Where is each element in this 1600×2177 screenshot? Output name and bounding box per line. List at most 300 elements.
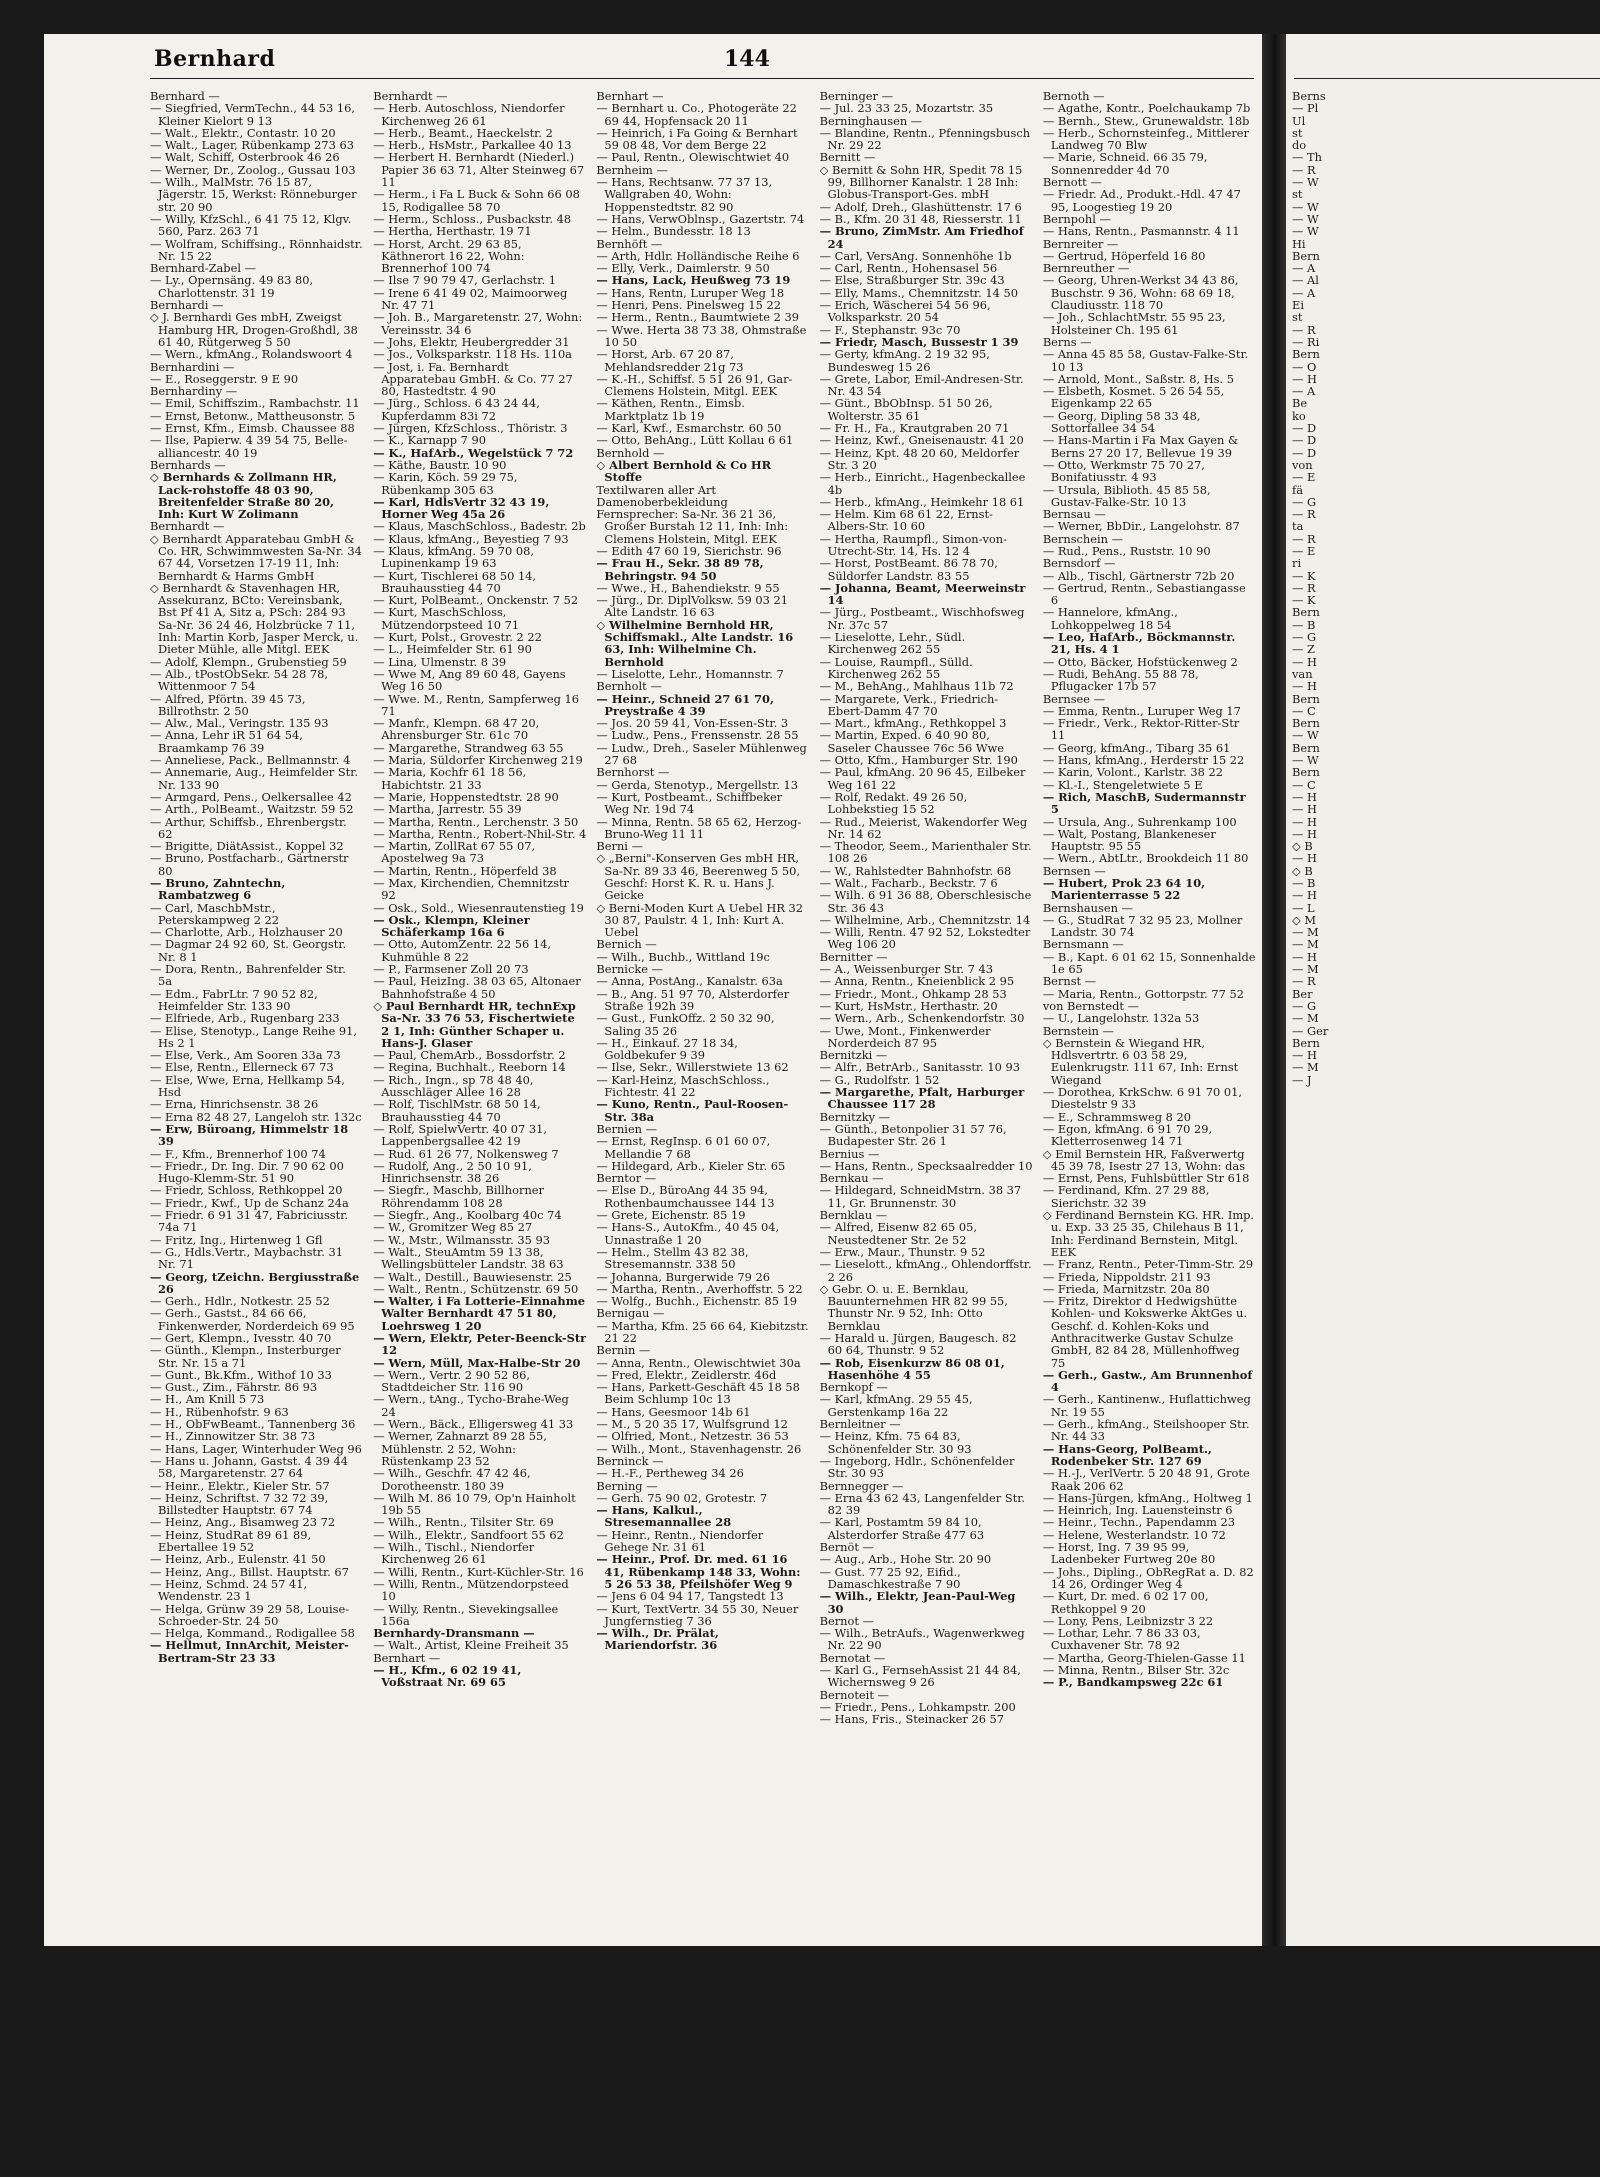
directory-entry: Bernotat —	[819, 1650, 886, 1665]
directory-entry: — Frau H., Sekr. 38 89 78, Behringstr. 94 50	[596, 556, 764, 583]
directory-entry: — Martha, Jarrestr. 55 39	[373, 802, 522, 817]
next-page-entry: — R	[1292, 974, 1316, 989]
directory-entry: — E., Schrammsweg 8 20	[1042, 1109, 1191, 1124]
directory-entry: — Manfr., Klempn. 68 47 20, Ahrensburger Str. 61c 70	[373, 716, 540, 743]
directory-entry: — Heinr., Rentn., Niendorfer Gehege Nr. 31 61	[596, 1527, 764, 1555]
directory-entry: Bernleitner —	[819, 1417, 901, 1432]
directory-entry: Bernicke —	[596, 962, 663, 977]
column-2	[373, 90, 586, 1936]
next-page-entry: Bern	[1292, 248, 1320, 263]
directory-entry: — Wilh., Elektr., Sandfoort 55 62	[373, 1527, 564, 1542]
directory-entry: — Herb., Einricht., Hagenbeckallee 4b	[819, 470, 1026, 497]
directory-entry: — Erw., Maur., Thunstr. 9 52	[819, 1244, 986, 1259]
directory-entry: — Friedr. Ad., Produkt.-Hdl. 47 47 95, Loogestieg 19 20	[1042, 187, 1241, 214]
directory-entry: — Marie, Schneid. 66 35 79, Sonnenredder 4d 70	[1042, 150, 1208, 177]
directory-entry: — Heinz, Schmd. 24 57 41, Wendenstr. 23 1	[150, 1576, 308, 1604]
directory-entry: — Klaus, kfmAng. 59 70 08, Lupinenkamp 19 63	[373, 543, 534, 571]
directory-entry: — Irene 6 41 49 02, Maimoorweg Nr. 47 71	[373, 285, 568, 313]
next-page-entry: — H	[1292, 851, 1317, 866]
directory-entry: — Bruno, Zahntechn, Rambatzweg 6	[150, 876, 286, 903]
directory-entry: — Herb., HsMstr., Parkallee 40 13	[373, 138, 572, 153]
directory-entry: — Hans, Lack, Heußweg 73 19	[596, 273, 791, 288]
directory-entry: — Georg, tZeichn. Bergiusstraße 26	[150, 1269, 360, 1296]
header-rule	[150, 78, 1254, 79]
directory-entry: — Agathe, Kontr., Poelchaukamp 7b	[1042, 101, 1251, 116]
directory-entry: — Horst, Archt. 29 63 85, Käthnerort 16 22, Wohn: Brennerhof 100 74	[373, 236, 525, 276]
directory-entry: — Walt, Schiff, Osterbrook 46 26	[150, 150, 340, 165]
directory-entry: — Wwe. M., Rentn, Sampferweg 16 71	[373, 691, 579, 718]
directory-entry: — Blandine, Rentn., Pfenningsbusch Nr. 29 22	[819, 125, 1031, 153]
directory-entry: — Wilh., Rentn., Tilsiter Str. 69	[373, 1515, 554, 1530]
directory-entry: — Wern., AbtLtr., Brookdeich 11 80	[1042, 851, 1249, 866]
next-page-entry: — G	[1292, 630, 1317, 645]
directory-entry: — Egon, kfmAng. 6 91 70 29, Kletterrosenweg 14 71	[1042, 1121, 1213, 1149]
directory-entry: — Friedr, Masch, Bussestr 1 39	[819, 334, 1019, 349]
next-page-entry: — D	[1292, 433, 1317, 448]
directory-entry: — Emma, Rentn., Luruper Weg 17	[1042, 703, 1241, 718]
directory-entry: — Joh., SchlachtMstr. 55 95 23, Holsteiner Ch. 195 61	[1042, 310, 1226, 337]
directory-entry: — Arnold, Mont., Saßstr. 8, Hs. 5	[1042, 371, 1234, 386]
directory-entry: — Martha, Georg-Thielen-Gasse 11	[1042, 1650, 1246, 1665]
directory-entry: — Martha, Rentn., Lerchenstr. 3 50	[373, 814, 579, 829]
directory-entry: — Wern., Vertr. 2 90 52 86, Stadtdeicher Str. 116 90	[373, 1367, 530, 1395]
directory-entry: — Helm., Stellm 43 82 38, Stresemannstr. 338 50	[596, 1244, 749, 1272]
directory-entry: — Grete, Eichenstr. 85 19	[596, 1208, 746, 1223]
directory-entry: — Leo, HafArb., Böckmannstr. 21, Hs. 4 1	[1042, 630, 1236, 657]
directory-entry: — Otto, AutomZentr. 22 56 14, Kuhmühle 8 22	[373, 937, 551, 964]
directory-entry: — Ernst, Kfm., Eimsb. Chaussee 88	[150, 421, 355, 436]
directory-entry: Bernsee —	[1042, 691, 1106, 706]
directory-entry: — Friedr., Kwf., Up de Schanz 24a	[150, 1195, 349, 1210]
directory-entry: — Gerty, kfmAng. 2 19 32 95, Bundesweg 15 26	[819, 347, 990, 374]
next-page-entry: — M	[1292, 937, 1319, 952]
directory-entry: — Gerh. 75 90 02, Grotestr. 7	[596, 1490, 768, 1505]
directory-entry: — Ilse 7 90 79 47, Gerlachstr. 1	[373, 273, 556, 288]
directory-entry: — Heinz, Kpt. 48 20 60, Meldorfer Str. 3 20	[819, 445, 1020, 472]
directory-entry: — Karl, Kwf., Esmarchstr. 60 50	[596, 421, 782, 436]
next-page-entry: — A	[1292, 384, 1316, 399]
directory-entry: — Willy, Rentn., Sievekingsallee 156a	[373, 1601, 559, 1628]
directory-entry: — Siegfried, VermTechn., 44 53 16, Kleiner Kielort 9 13	[150, 101, 355, 128]
directory-entry: — Wilh., Dr. Prälat, Mariendorfstr. 36	[596, 1626, 719, 1653]
directory-entry: — Lina, Ulmenstr. 8 39	[373, 654, 507, 669]
directory-entry: Bernoteit —	[819, 1687, 889, 1702]
column-5	[1043, 90, 1256, 1936]
next-page-entry: — H	[1292, 371, 1317, 386]
directory-entry: — Günth., Betonpolier 31 57 76, Budapester Str. 26 1	[819, 1121, 1007, 1149]
next-page-entry: — C	[1292, 703, 1316, 718]
directory-entry: Berninck —	[596, 1453, 664, 1468]
directory-entry: — Siegfr., Ang., Koolbarg 40c 74	[373, 1208, 562, 1223]
directory-entry: — Günt., BbObInsp. 51 50 26, Wolterstr. 35 61	[819, 396, 993, 423]
directory-entry: — Wilh M. 86 10 79, Op'n Hainholt 19b 55	[373, 1490, 576, 1518]
directory-entry: — H., Einkauf. 27 18 34, Goldbekufer 9 39	[596, 1035, 738, 1063]
directory-entry: Bernreuther —	[1042, 261, 1130, 276]
directory-entry: Bernhart —	[373, 1650, 441, 1665]
directory-entry: — Margarethe, Strandweg 63 55	[373, 740, 564, 755]
directory-entry: — Siegfr., Maschb, Billhorner Röhrendamm 108 28	[373, 1183, 544, 1210]
directory-entry: — Paul, ChemArb., Bossdorfstr. 2	[373, 1048, 566, 1063]
next-page-entry: — Pl	[1292, 101, 1319, 116]
directory-entry: — Kurt, PolBeamt., Onckenstr. 7 52	[373, 593, 579, 608]
directory-entry: — W., Gromitzer Weg 85 27	[373, 1220, 533, 1235]
directory-entry: Bernschein —	[1042, 531, 1123, 546]
directory-entry: — Elly, Mams., Chemnitzstr. 14 50	[819, 285, 1018, 300]
running-head	[154, 46, 1240, 74]
directory-entry: — P., Bandkampsweg 22c 61	[1042, 1675, 1224, 1690]
directory-entry: Bernhardy-Dransmann —	[373, 1626, 535, 1641]
directory-entry: Bernigau —	[596, 1306, 665, 1321]
directory-entry: — H., Zinnowitzer Str. 38 73	[150, 1429, 316, 1444]
directory-entry: — Gunt., Bk.Kfm., Withof 10 33	[150, 1367, 332, 1382]
next-page-rule	[1294, 78, 1600, 79]
directory-entry: — Hans, Rechtsanw. 77 37 13, Wallgraben 40, Wohn: Hoppenstedtstr. 82 90	[596, 175, 773, 214]
directory-entry: — Gerda, Stenotyp., Mergellstr. 13	[596, 777, 799, 792]
next-page-entry: — Ger	[1292, 1023, 1329, 1038]
directory-entry: Bernitzki —	[819, 1048, 888, 1063]
next-page-entry: st	[1292, 310, 1303, 325]
page-number: 144	[724, 46, 770, 72]
directory-entry: Bernsau —	[1042, 507, 1106, 522]
next-page-entry: ko	[1292, 408, 1306, 423]
next-page-entry: — W	[1292, 211, 1319, 226]
directory-entry: — Wilh., Geschfr. 47 42 46, Dorotheenstr. 180 39	[373, 1466, 531, 1493]
directory-entry: Bernhardt —	[373, 90, 448, 103]
directory-entry: — Helene, Westerlandstr. 10 72	[1042, 1527, 1226, 1542]
directory-entry: Bernöt —	[819, 1540, 874, 1555]
directory-entry: Bernsen —	[1042, 863, 1106, 878]
directory-entry: — Wilh., Mont., Stavenhagenstr. 26	[596, 1441, 802, 1456]
directory-entry: — Fr. H., Fa., Krautgraben 20 71	[819, 421, 1010, 436]
directory-entry: — Rudi, BehAng. 55 88 78, Pflugacker 17b 57	[1042, 666, 1199, 694]
directory-entry: Bernhardiny —	[150, 384, 238, 399]
directory-entry: — Kurt, Postbeamt., Schiffbeker Weg Nr. 19d 74	[596, 789, 783, 817]
directory-entry: — Georg, kfmAng., Tibarg 35 61	[1042, 740, 1231, 755]
directory-entry: — Hannelore, kfmAng., Lohkoppelweg 18 54	[1042, 605, 1178, 632]
directory-entry: — Bernh., Stew., Grunewaldstr. 18b	[1042, 113, 1250, 128]
next-page-entry: — O	[1292, 359, 1317, 374]
directory-entry: — Martin, Exped. 6 40 90 80, Saseler Chaussee 76c 56 Wwe	[819, 728, 1005, 755]
next-page-entry: — B	[1292, 876, 1316, 890]
directory-entry: — Annemarie, Aug., Heimfelder Str. Nr. 133 90	[150, 765, 359, 792]
directory-entry: ◇ Wilhelmine Bernhold HR, Schiffsmakl., Alte Landstr. 16 63, Inh: Wilhelmine Ch. Bernhold	[596, 617, 794, 669]
directory-entry: Bernhardt —	[150, 519, 225, 534]
directory-entry: — Liselotte, Lehr., Homannstr. 7	[596, 666, 784, 681]
directory-entry: — W., Rahlstedter Bahnhofstr. 68	[819, 863, 1012, 878]
directory-entry: — Kurt, Tischlerei 68 50 14, Brauhausstieg 44 70	[373, 568, 537, 595]
directory-entry: — Heinz, Kwf., Gneisenaustr. 41 20	[819, 433, 1024, 448]
directory-entry: — Kurt, Polst., Grovestr. 2 22	[373, 630, 542, 645]
directory-entry: Bernklau —	[819, 1208, 888, 1223]
column-1	[150, 90, 363, 1936]
next-page-entry: ◇ B	[1292, 839, 1313, 854]
directory-entry: — Wern., Bäck., Elligersweg 41 33	[373, 1417, 574, 1432]
directory-entry: Bernitt —	[819, 150, 876, 165]
directory-entry: — Karin, Volont., Karlstr. 38 22	[1042, 765, 1223, 780]
next-page-entry: — M	[1292, 1011, 1319, 1026]
directory-entry: — Osk., Sold., Wiesenrautenstieg 19	[373, 900, 584, 915]
directory-entry: — Friedr., Pens., Lohkampstr. 200	[819, 1699, 1016, 1714]
next-page-entry: von	[1292, 457, 1313, 472]
directory-entry: — Heinz, Arb., Eulenstr. 41 50	[150, 1552, 326, 1567]
directory-entry: — Hans, Fris., Steinacker 26 57	[819, 1712, 1005, 1727]
next-page-entry: fä	[1292, 482, 1304, 497]
directory-entry: Bernott —	[1042, 175, 1102, 190]
directory-entry: — Hans, Parkett-Geschäft 45 18 58 Beim Schlump 10c 13	[596, 1380, 800, 1407]
directory-entry: — G., StudRat 7 32 95 23, Mollner Landstr. 30 74	[1042, 912, 1243, 940]
next-page-entry: Bern	[1292, 765, 1320, 780]
directory-entry: Bernhorst —	[596, 765, 670, 780]
next-page-entry: ri	[1292, 556, 1302, 571]
directory-entry: — Minna, Rentn., Bilser Str. 32c	[1042, 1663, 1230, 1677]
directory-entry: — Henri, Pens. Pinelsweg 15 22	[596, 298, 781, 313]
directory-entry: — Ilse, Papierw. 4 39 54 75, Belle-alliancestr. 40 19	[150, 433, 348, 460]
next-page-entry: Bern	[1292, 716, 1320, 731]
directory-entry: — Heinz, Schriftst. 7 32 72 39, Billstedter Hauptstr. 67 74	[150, 1490, 329, 1518]
directory-entry: Bernst —	[1042, 974, 1097, 989]
directory-entry: Berns —	[1042, 334, 1092, 349]
directory-entry: — Hildegard, Arb., Kieler Str. 65	[596, 1158, 786, 1173]
directory-entry: — Johs., Dipling., ObRegRat a. D. 82 14 26, Ordinger Weg 4	[1042, 1564, 1254, 1591]
directory-entry: — Edith 47 60 19, Sierichstr. 96	[596, 543, 782, 558]
directory-entry: — G., Hdls.Vertr., Maybachstr. 31 Nr. 71	[150, 1244, 343, 1272]
directory-entry: — K., HafArb., Wegelstück 7 72	[373, 445, 574, 460]
directory-entry: — Karl, kfmAng. 29 55 45, Gerstenkamp 16a 22	[819, 1392, 973, 1419]
directory-entry: — Johs, Elektr, Heubergredder 31	[373, 334, 570, 349]
directory-entry: — Anna, Rentn., Olewischtwiet 30a	[596, 1355, 801, 1370]
next-page-entry: — E	[1292, 543, 1316, 558]
next-page-entry: — Ri	[1292, 334, 1320, 349]
next-page-entry: — M	[1292, 925, 1319, 940]
directory-entry: — Adolf, Dreh., Glashüttenstr. 17 6	[819, 199, 1022, 214]
directory-entry: — Emil, Schiffszim., Rambachstr. 11	[150, 396, 360, 411]
directory-entry: — Elsbeth, Kosmet. 5 26 54 55, Eigenkamp 22 65	[1042, 384, 1225, 411]
directory-entry: ◇ J. Bernhardi Ges mbH, Zweigst Hamburg HR, Drogen-Großhdl, 38 61 40, Rütgerweg 5 50	[150, 310, 358, 349]
next-page-entry: — W	[1292, 224, 1319, 239]
next-page-entry: — B	[1292, 617, 1316, 632]
directory-entry: — Herbert H. Bernhardt (Niederl.) Papier 36 63 71, Alter Steinweg 67 11	[373, 150, 585, 190]
next-page-entry: ta	[1292, 519, 1304, 534]
directory-entry: — F., Stephanstr. 93c 70	[819, 322, 961, 337]
directory-entry: — Bruno, Postfacharb., Gärtnerstr 80	[150, 851, 349, 878]
next-page-column	[1292, 90, 1582, 1936]
next-page-entry: — A	[1292, 261, 1316, 276]
directory-entry: — Arth., PolBeamt., Waitzstr. 59 52	[150, 802, 354, 817]
directory-entry: — Martha, Rentn., Averhoffstr. 5 22	[596, 1281, 803, 1296]
next-page-entry: — R	[1292, 580, 1316, 595]
directory-entry: — Helga, Kommand., Rodigallee 58	[150, 1626, 355, 1641]
next-page-entry: — K	[1292, 593, 1316, 608]
directory-entry: — Wilhelmine, Arb., Chemnitzstr. 14	[819, 912, 1031, 927]
directory-entry: — Grete, Labor, Emil-Andresen-Str. Nr. 43 54	[819, 371, 1024, 399]
directory-entry: — Dorothea, KrkSchw. 6 91 70 01, Diestelstr 9 33	[1042, 1085, 1243, 1112]
next-page-columns	[1292, 90, 1600, 1936]
directory-entry: — Johanna, Burgerwide 79 26	[596, 1269, 770, 1284]
directory-entry: Bernitter —	[819, 949, 888, 964]
directory-entry: — Walt., SteuAmtm 59 13 38, Wellingsbütteler Landstr. 38 63	[373, 1244, 564, 1272]
directory-entry: Bernheim —	[596, 162, 668, 177]
directory-entry: — Uwe, Mont., Finkenwerder Norderdeich 87 95	[819, 1023, 991, 1050]
directory-entry: — P., Farmsener Zoll 20 73	[373, 962, 529, 977]
directory-entry: — Wilh. 6 91 36 88, Oberschlesische Str. 36 43	[819, 888, 1032, 915]
directory-entry: — Günth., Klempn., Insterburger Str. Nr. 15 a 71	[150, 1343, 341, 1370]
next-page-entry: — H	[1292, 654, 1317, 669]
directory-entry: — Lothar, Lehr. 7 86 33 03, Cuxhavener Str. 78 92	[1042, 1626, 1201, 1653]
column-3	[596, 90, 809, 1936]
directory-entry: — Rolf, SpielwVertr. 40 07 31, Lappenbergsallee 42 19	[373, 1121, 547, 1149]
directory-entry: — Rud., Meierist, Wakendorfer Weg Nr. 14 62	[819, 814, 1028, 841]
directory-entry: ◇ Bernhardt & Stavenhagen HR, Assekuranz, BCto: Vereinsbank, Bst Pf 41 A, Sitz a, PSch: 284 93 Sa-Nr. 36 24 46, Holzbrücke 7 11, Inh: Martin Korb, Jasper Merck, u. Dieter Mühle, alle Mitgl. EEK	[150, 580, 359, 657]
next-page-entry: st	[1292, 125, 1303, 140]
next-page-entry: Bern	[1292, 1035, 1320, 1050]
directory-entry: — Herb. Autoschloss, Niendorfer Kirchenweg 26 61	[373, 101, 565, 128]
directory-entry: — Margarete, Verk., Friedrich-Ebert-Damm 47 70	[819, 691, 999, 718]
directory-entry: — Ursula, Ang., Suhrenkamp 100	[1042, 814, 1237, 829]
directory-entry: — Friedr., Mont., Ohkamp 28 53	[819, 986, 1007, 1001]
next-page-entry: Hi	[1292, 236, 1306, 251]
directory-entry: — G., Rudolfstr. 1 52	[819, 1072, 940, 1087]
directory-entry: — Werner, Dr., Zoolog., Gussau 103	[150, 162, 356, 177]
directory-entry: — Alfr., BetrArb., Sanitasstr. 10 93	[819, 1060, 1020, 1075]
directory-entry: — Gerh., Hdlr., Notkestr. 25 52	[150, 1294, 330, 1309]
directory-entry: — Ludw., Pens., Frenssenstr. 28 55	[596, 728, 799, 743]
directory-entry: — Elfriede, Arb., Rugenbarg 233	[150, 1011, 340, 1026]
directory-entry: — Joh. B., Margaretenstr. 27, Wohn: Vereinsstr. 34 6	[373, 310, 583, 337]
directory-entry: — Gerh., Kantinenw., Huflattichweg Nr. 19 55	[1042, 1392, 1251, 1419]
directory-entry: — Walt., Facharb., Beckstr. 7 6	[819, 876, 998, 890]
next-page-entry: — W	[1292, 199, 1319, 214]
directory-entry: von Bernstedt —	[1042, 998, 1139, 1013]
directory-entry: — Anneliese, Pack., Bellmannstr. 4	[150, 753, 351, 768]
directory-entry: ◇ Gebr. O. u. E. Bernklau, Bauunternehmen HR 82 99 55, Thunstr Nr. 9 52, Inh: Otto Bernklau	[819, 1281, 1008, 1333]
directory-entry: — Hans, Kalkul., Stresemannallee 28	[596, 1503, 732, 1530]
directory-entry: — Walt., Rentn., Schützenstr. 69 50	[373, 1281, 579, 1296]
directory-entry: Bernhardini —	[150, 359, 235, 374]
directory-entry: — Lony, Pens, Leibnizstr 3 22	[1042, 1613, 1214, 1628]
directory-entry: — Ilse, Sekr., Willerstwiete 13 62	[596, 1060, 789, 1075]
directory-entry: — Willi, Rentn., Mützendorpsteed 10	[373, 1576, 569, 1604]
directory-entry: — Wolfg., Buchh., Eichenstr. 85 19	[596, 1294, 798, 1309]
directory-entry: — Kl.-I., Stengeletwiete 5 E	[1042, 777, 1203, 792]
directory-entry: — Rolf, TischlMstr. 68 50 14, Brauhausstieg 44 70	[373, 1097, 541, 1124]
next-page-entry: Bern	[1292, 347, 1320, 362]
directory-entry: — Kurt, MaschSchloss, Mützendorpsteed 10 71	[373, 605, 520, 632]
directory-entry: — Martha, Kfm. 25 66 64, Kiebitzstr. 21 22	[596, 1318, 809, 1345]
running-head-name: Bernhard	[154, 46, 276, 72]
directory-entry: — Else, Straßburger Str. 39c 43	[819, 273, 1005, 288]
directory-entry: ◇ Albert Bernhold & Co HR Stoffe	[596, 457, 772, 485]
directory-entry: — Käthe, Baustr. 10 90	[373, 457, 507, 472]
directory-entry: — Rud. 61 26 77, Nolkensweg 7	[373, 1146, 559, 1161]
directory-entry: — Bruno, ZimMstr. Am Friedhof 24	[819, 224, 1024, 251]
directory-entry: — Gust., Zim., Fährstr. 86 93	[150, 1380, 318, 1395]
directory-entry: — Helm. Kim 68 61 22, Ernst-Albers-Str. 10 60	[819, 507, 993, 534]
directory-entry: — Hans, Rentn, Luruper Weg 18	[596, 285, 785, 300]
directory-entry: ◇ Bernhardt Apparatebau GmbH & Co. HR, Schwimmwesten Sa-Nr. 34 67 44, Vorsetzen 17-19 11, Inh: Bernhardt & Harms GmbH	[150, 531, 362, 583]
directory-entry: — Anna, Rentn., Kneienblick 2 95	[819, 974, 1015, 989]
next-page-entry: van	[1292, 666, 1313, 681]
directory-entry: — Maria, Kochfr 61 18 56, Habichtstr. 21 33	[373, 765, 527, 792]
directory-entry: — Paul, Rentn., Olewischtwiet 40	[596, 150, 790, 165]
directory-entry: ◇ „Berni"-Konserven Ges mbH HR, Sa-Nr. 89 33 46, Beerenweg 5 50, Geschf: Horst K. R. u. Hans J. Geicke	[596, 851, 800, 903]
next-page-entry: — H	[1292, 802, 1317, 817]
directory-entry: — Dagmar 24 92 60, St. Georgstr. Nr. 8 1	[150, 937, 347, 964]
directory-entry: — Aug., Arb., Hohe Str. 20 90	[819, 1552, 992, 1567]
directory-entry: — Heinrich, Ing. Lauensteinstr 6	[1042, 1503, 1233, 1518]
directory-entry: — Kurt, Dr. med. 6 02 17 00, Rethkoppel 9 20	[1042, 1589, 1209, 1616]
next-page-entry: — L	[1292, 900, 1315, 915]
directory-entry: — K., Karnapp 7 90	[373, 433, 487, 448]
directory-entry: — Alb., Tischl, Gärtnerstr 72b 20	[1042, 568, 1235, 583]
next-page-entry: — E	[1292, 470, 1316, 485]
directory-entry: — Regina, Buchhalt., Reeborn 14	[373, 1060, 566, 1075]
directory-entry: — Erna 82 48 27, Langeloh str. 132c	[150, 1109, 362, 1124]
directory-entry: — Walt, Postang, Blankeneser Hauptstr. 95 55	[1042, 826, 1216, 854]
directory-entry: — Martin, ZollRat 67 55 07, Apostelweg 9a 73	[373, 839, 536, 866]
directory-entry: — Herb., Beamt., Haeckelstr. 2	[373, 125, 553, 140]
directory-entry: Bernin —	[596, 1343, 651, 1358]
directory-entry: — Max, Kirchendien, Chemnitzstr 92	[373, 876, 569, 903]
directory-entry: — Arthur, Schiffsb., Ehrenbergstr. 62	[150, 814, 347, 841]
next-page-entry: Ul	[1292, 113, 1306, 128]
directory-entry: — Ernst, Betonw., Mattheusonstr. 5	[150, 408, 356, 423]
directory-entry: — Hans, Geesmoor 14b 61	[596, 1404, 751, 1419]
directory-entry: — Herb., kfmAng., Heimkehr 18 61	[819, 494, 1025, 509]
next-page-entry: — M	[1292, 962, 1319, 977]
directory-entry: — Klaus, MaschSchloss., Badestr. 2b	[373, 519, 586, 534]
directory-entry: Bernnegger —	[819, 1478, 904, 1493]
directory-entry: — Hertha, Herthastr. 19 71	[373, 224, 532, 239]
directory-entry: — Heinr., Techn., Papendamm 23	[1042, 1515, 1236, 1530]
directory-entry: Bernhard —	[150, 90, 220, 103]
directory-entry: — Ernst, Pens, Fuhlsbüttler Str 618	[1042, 1171, 1250, 1186]
directory-entry: — Jürgen, KfzSchloss., Thöristr. 3	[373, 421, 568, 436]
next-page-entry: — R	[1292, 322, 1316, 337]
directory-entry: — U., Langelohstr. 132a 53	[1042, 1011, 1200, 1026]
directory-entry: — Herm., i Fa L Buck & Sohn 66 08 15, Rodigallee 58 70	[373, 187, 580, 214]
next-page-entry: — G	[1292, 998, 1317, 1013]
directory-entry: — Georg, Uhren-Werkst 34 43 86, Buschstr. 9 36, Wohn: 68 69 18, Claudiusstr. 118 70	[1042, 273, 1239, 313]
directory-entry: — Heinr., Schneid 27 61 70, Preystraße 4 39	[596, 691, 774, 718]
directory-entry: — Hildegard, SchneidMstrn. 38 37 11, Gr. Brunnenstr. 30	[819, 1183, 1022, 1210]
directory-entry: — Gust. 77 25 92, Eifid., Damaschkestraße 7 90	[819, 1564, 961, 1591]
directory-entry: Berntor —	[596, 1171, 657, 1186]
directory-entry: — H., Rübenhofstr. 9 63	[150, 1404, 289, 1419]
directory-entry: Bernhardi —	[150, 298, 224, 313]
directory-entry: — Elise, Stenotyp., Lange Reihe 91, Hs 2 1	[150, 1023, 358, 1050]
directory-entry: ◇ Bernhards & Zollmann HR, Lack-rohstoffe 48 03 90, Breitenfelder Straße 80 20, Inh: Kurt W Zolimann	[150, 470, 337, 522]
directory-entry: — Ernst, RegInsp. 6 01 60 07, Mellandie 7 68	[596, 1134, 771, 1161]
directory-entry: — Mart., kfmAng., Rethkoppel 3	[819, 716, 1007, 731]
directory-entry: — Willi, Rentn. 47 92 52, Lokstedter Weg 106 20	[819, 925, 1031, 952]
next-page-entry: — J	[1292, 1072, 1312, 1087]
directory-entry: — Friedr., Verk., Rektor-Ritter-Str 11	[1042, 716, 1240, 743]
directory-entry: — M., BehAng., Mahlhaus 11b 72	[819, 679, 1014, 694]
directory-entry: — Walter, i Fa Lotterie-Einnahme Walter Bernhardt 47 51 80, Loehrsweg 1 20	[373, 1294, 585, 1333]
directory-entry: — Theodor, Seem., Marienthaler Str. 108 26	[819, 839, 1032, 866]
directory-entry: — Rich., Ingn., sp 78 48 40, Ausschläger Allee 16 28	[373, 1072, 534, 1100]
directory-entry: Bernien —	[596, 1121, 658, 1136]
directory-entry: Berninger —	[819, 90, 893, 103]
next-page-entry: — W	[1292, 175, 1319, 190]
directory-entry: Bernshausen —	[1042, 900, 1133, 915]
directory-entry: — Alfred, Eisenw 82 65 05, Neustedtener Str. 2e 52	[819, 1220, 978, 1247]
directory-entry: — Jos., Volksparkstr. 118 Hs. 110a	[373, 347, 572, 362]
directory-entry: — Maria, Süldorfer Kirchenweg 219	[373, 753, 583, 768]
directory-entry: — Kurt, TextVertr. 34 55 30, Neuer Jungfernstieg 7 36	[596, 1601, 799, 1628]
directory-entry: — Ludw., Dreh., Saseler Mühlenweg 27 68	[596, 740, 807, 768]
directory-entry: — Horst, Arb. 67 20 87, Mehlandsredder 21g 73	[596, 347, 744, 374]
